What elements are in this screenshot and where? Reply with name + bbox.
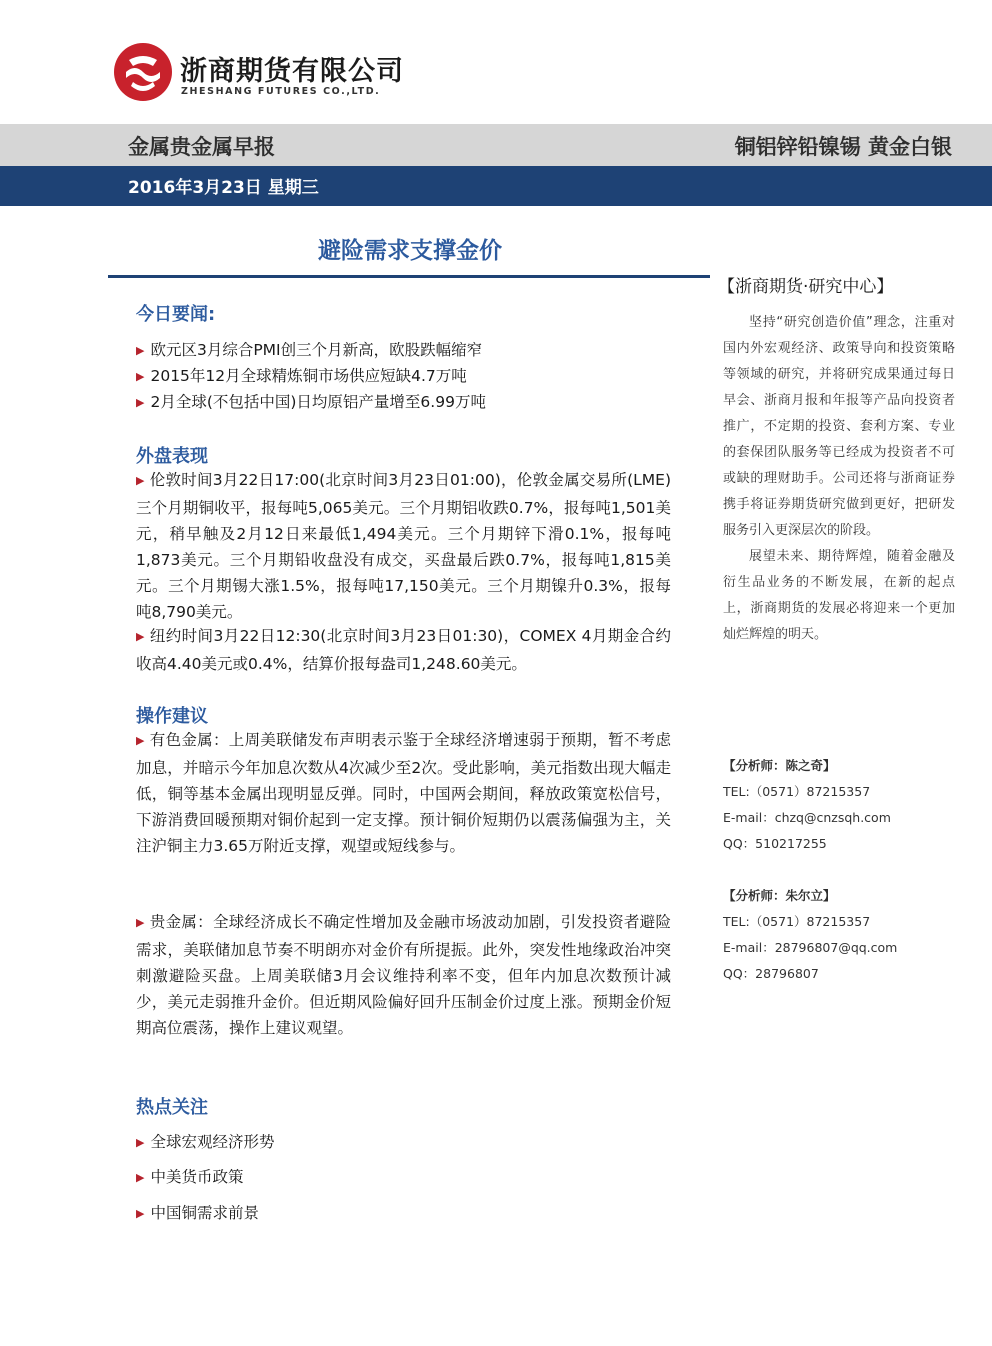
triangle-bullet-icon: ▶ (136, 474, 145, 487)
report-date: 2016年3月23日 星期三 (128, 178, 319, 198)
date-band (0, 166, 992, 206)
analyst-qq: QQ：510217255 (723, 836, 827, 851)
paragraph-comex: ▶ 纽约时间3月22日12:30(北京时间3月23日01:30)，COMEX 4月期金合约收高4.40美元或0.4%，结算价报每盎司1,248.60美元。 (136, 627, 671, 673)
list-item: ▶ 欧元区3月综合PMI创三个月新高，欧股跌幅缩窄 (136, 341, 483, 359)
company-name-en: ZHESHANG FUTURES CO.,LTD. (181, 86, 381, 97)
analyst-email[interactable]: E-mail：chzq@cnzsqh.com (723, 810, 891, 825)
list-item: ▶ 全球宏观经济形势 (136, 1133, 275, 1151)
triangle-bullet-icon: ▶ (136, 916, 145, 929)
triangle-bullet-icon: ▶ (136, 396, 145, 409)
analyst-tel: TEL:（0571）87215357 (723, 784, 871, 799)
metals-list: 铜铝锌铅镍锡 黄金白银 (734, 135, 952, 159)
analyst-qq: QQ：28796807 (723, 966, 819, 981)
triangle-bullet-icon: ▶ (136, 344, 145, 357)
section-heading-external: 外盘表现 (136, 446, 208, 467)
paragraph-lme: ▶ 伦敦时间3月22日17:00(北京时间3月23日01:00)，伦敦金属交易所(LME)三个月期铜收平，报每吨5,065美元。三个月期铝收跌0.7%，报每吨1,501美元，稍早触及2月12日来最低1,494美元。三个月期锌下滑0.1%，报每吨1,873美元。三个月期铅收盘没有成交，买盘最后跌0.7%，报每吨1,815美元。三个月期锡大涨1.5%，报每吨17,150美元。三个月期镍升0.3%，报每吨8,790美元。 (136, 471, 672, 621)
list-item: ▶ 2月全球(不包括中国)日均原铝产量增至6.99万吨 (136, 393, 486, 411)
triangle-bullet-icon: ▶ (136, 630, 145, 643)
zheshang-logo-icon (113, 42, 173, 102)
analyst-email[interactable]: E-mail：28796807@qq.com (723, 940, 898, 955)
section-heading-advice: 操作建议 (136, 706, 208, 727)
triangle-bullet-icon: ▶ (136, 734, 145, 747)
analyst-card (723, 883, 897, 987)
report-band (0, 124, 992, 166)
triangle-bullet-icon: ▶ (136, 370, 145, 383)
intro-paragraph: 展望未来、期待辉煌，随着金融及衍生品业务的不断发展，在新的起点上，浙商期货的发展必将迎来一个更加灿烂辉煌的明天。 (723, 549, 955, 642)
research-center-title: 【浙商期货·研究中心】 (718, 277, 894, 297)
analyst-name: 【分析师：陈之奇】 (723, 758, 836, 773)
section-heading-hot: 热点关注 (136, 1097, 208, 1118)
title-divider (108, 275, 710, 278)
triangle-bullet-icon: ▶ (136, 1207, 145, 1220)
list-item: ▶ 中美货币政策 (136, 1168, 244, 1186)
company-name-cn: 浙商期货有限公司 (180, 56, 404, 87)
analyst-name: 【分析师：朱尔立】 (723, 888, 836, 903)
paragraph-precious-metals: ▶ 贵金属：全球经济成长不确定性增加及金融市场波动加剧，引发投资者避险需求，美联储加息节奏不明朗亦对金价有所提振。此外，突发性地缘政治冲突刺激避险买盘。上周美联储3月会议维持利率不变，但年内加息次数预计减少，美元走弱推升金价。但近期风险偏好回升压制金价过度上涨。预期金价短期高位震荡，操作上建议观望。 (136, 913, 671, 1037)
intro-paragraph: 坚持“研究创造价值”理念，注重对国内外宏观经济、政策导向和投资策略等领域的研究，并将研究成果通过每日早会、浙商月报和年报等产品向投资者推广，不定期的投资、套利方案、专业的套保团队服务等已经成为投资者不可或缺的理财助手。公司还将与浙商证券携手将证券期货研究做到更好，把研发服务引入更深层次的阶段。 (723, 315, 955, 538)
triangle-bullet-icon: ▶ (136, 1136, 145, 1149)
analyst-card (723, 753, 891, 857)
research-center-intro (723, 310, 955, 648)
triangle-bullet-icon: ▶ (136, 1171, 145, 1184)
section-heading-news: 今日要闻: (136, 304, 216, 325)
list-item: ▶ 中国铜需求前景 (136, 1204, 259, 1222)
page-title: 避险需求支撑金价 (318, 238, 502, 264)
paragraph-base-metals: ▶ 有色金属：上周美联储发布声明表示鉴于全球经济增速弱于预期，暂不考虑加息，并暗示今年加息次数从4次减少至2次。受此影响，美元指数出现大幅走低，铜等基本金属出现明显反弹。同时，中国两会期间，释放政策宽松信号，下游消费回暖预期对铜价起到一定支撑。预计铜价短期仍以震荡偏强为主，关注沪铜主力3.65万附近支撑，观望或短线参与。 (136, 731, 671, 855)
list-item: ▶ 2015年12月全球精炼铜市场供应短缺4.7万吨 (136, 367, 467, 385)
analyst-tel: TEL:（0571）87215357 (723, 914, 871, 929)
report-name: 金属贵金属早报 (128, 135, 275, 159)
